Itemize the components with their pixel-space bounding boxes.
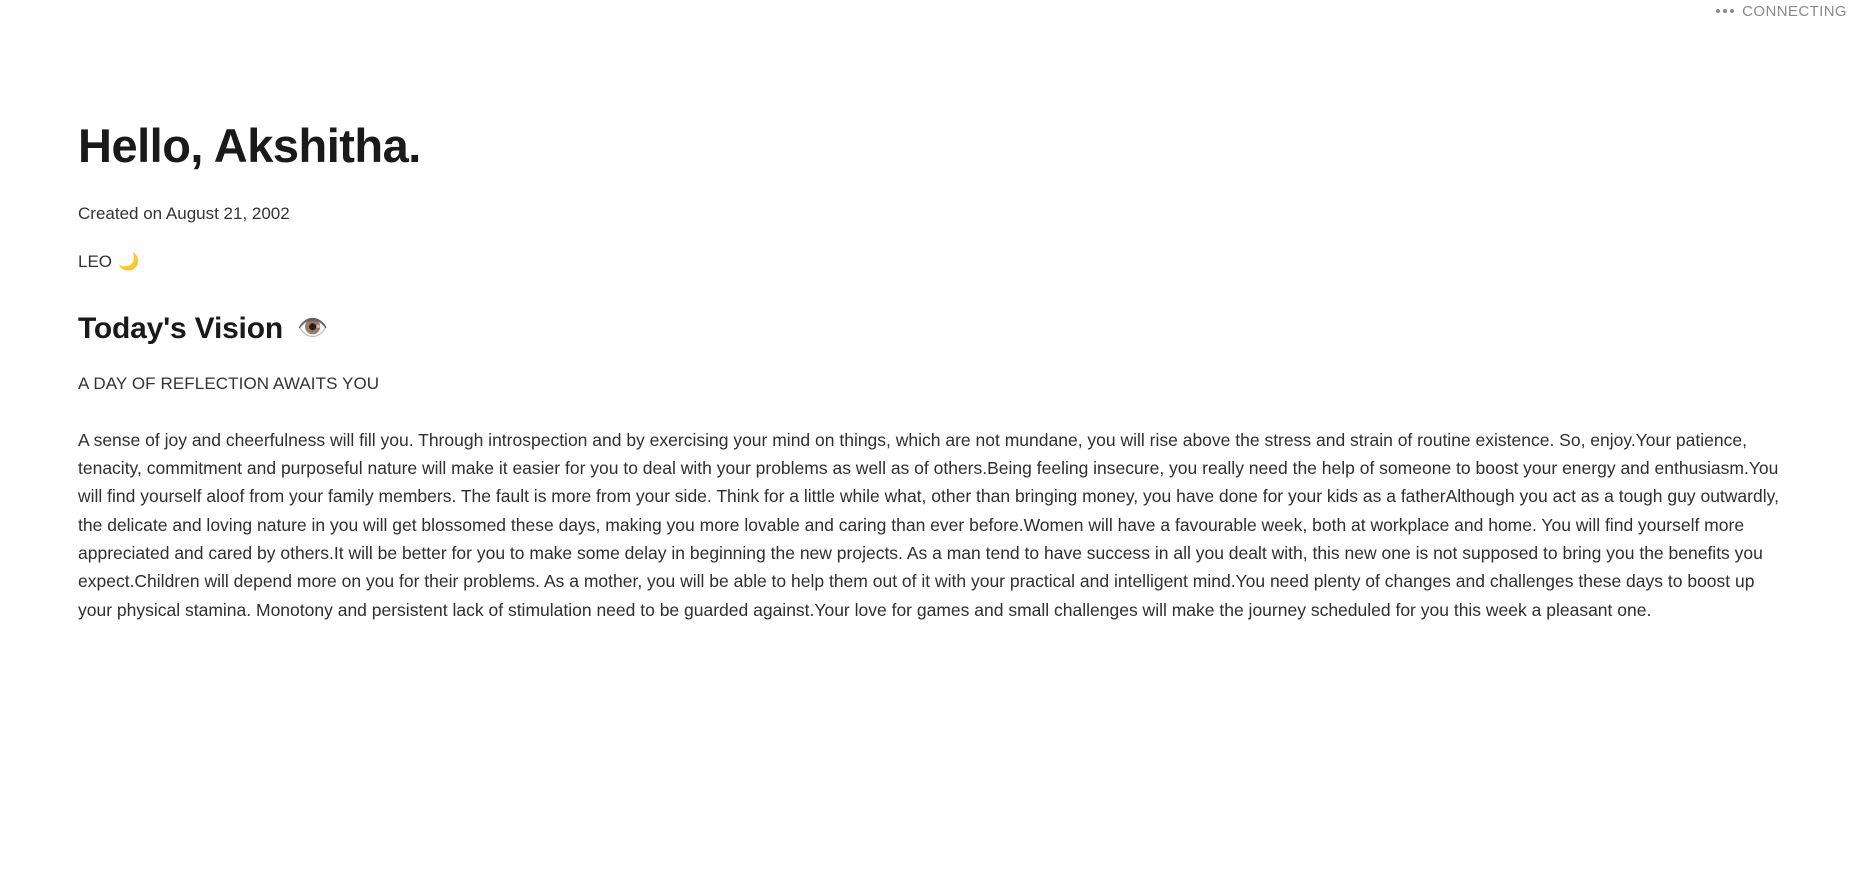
zodiac-sign-row [78, 252, 1798, 272]
eye-icon: 👁️ [296, 314, 329, 343]
created-on-text: Created on August 21, 2002 [78, 203, 290, 223]
section-subtitle: A DAY OF REFLECTION AWAITS YOU [78, 373, 380, 393]
connection-status [1716, 3, 1847, 20]
zodiac-sign-label: LEO [78, 251, 113, 271]
section-header [78, 312, 1798, 346]
crescent-moon-icon: 🌙 [118, 252, 140, 272]
section-title: Today's Vision [78, 311, 283, 345]
page-title: Hello, Akshitha. [78, 119, 421, 172]
horoscope-body-text: A sense of joy and cheerfulness will fill you. Through introspection and by exercising your mind on things, which are not mundane, you will rise above the stress and strain of routine existence. So, enjoy.Your patience, tenacity, commitment and purposeful nature will make it easier for you to deal with your problems as well as of others.Being feeling insecure, you really need the help of someone to boost your energy and enthusiasm.You will find yourself aloof from your family members. The fault is more from your side. Think for a little while what, other than bringing money, you have done for your kids as a fatherAlthough you act as a tough guy outwardly, the delicate and loving nature in you will get blossomed these days, making you more lovable and caring than ever before.Women will have a favourable week, both at workplace and home. You will find yourself more appreciated and cared by others.It will be better for you to make some delay in beginning the new projects. As a man tend to have success in all you dealt with, this new one is not supposed to bring you the benefits you expect.Children will depend more on you for their problems. As a mother, you will be able to help them out of it with your practical and intelligent mind.You need plenty of changes and challenges these days to boost up your physical stamina. Monotony and persistent lack of stimulation need to be guarded against.Your love for games and small challenges will make the journey scheduled for you this week a pleasant one. [78, 429, 1779, 620]
connection-status-text: CONNECTING [1742, 2, 1847, 20]
main-content [78, 120, 1798, 642]
three-dots-icon [1716, 9, 1734, 13]
status-bar [0, 0, 1857, 22]
